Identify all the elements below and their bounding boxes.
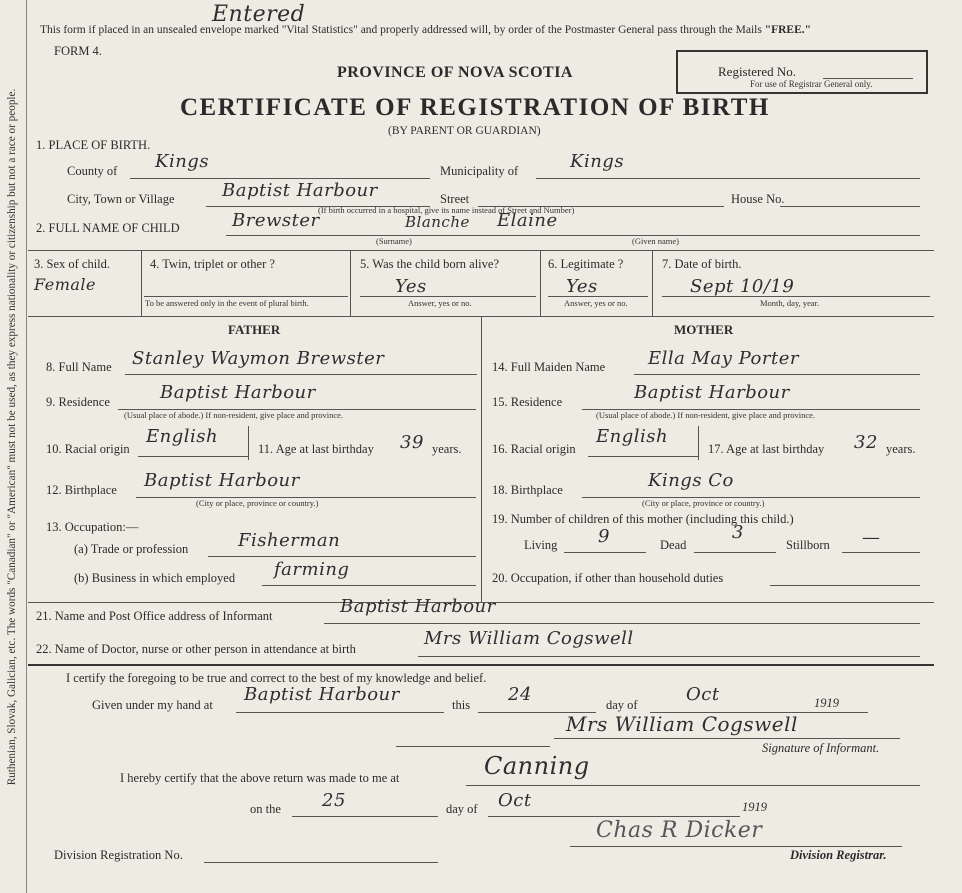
trade-label: (a) Trade or profession xyxy=(74,542,189,556)
stillborn-value: — xyxy=(862,527,881,548)
trade-value: Fisherman xyxy=(238,530,341,551)
mother-birthplace-label: 18. Birthplace xyxy=(492,483,563,497)
given-name-note: (Given name) xyxy=(632,236,679,246)
business-line xyxy=(262,585,476,586)
stillborn-label: Stillborn xyxy=(786,538,830,552)
certify-rule xyxy=(28,664,934,666)
father-name-value: Stanley Waymon Brewster xyxy=(132,348,385,369)
grid-divider-3 xyxy=(540,250,541,316)
municipality-label: Municipality of xyxy=(440,164,519,178)
informant-signature: Mrs William Cogswell xyxy=(566,712,798,736)
legitimate-label: 6. Legitimate ? xyxy=(548,257,624,271)
father-occupation-label: 13. Occupation:— xyxy=(46,520,139,534)
legitimate-value: Yes xyxy=(566,276,598,297)
surname-note: (Surname) xyxy=(376,236,412,246)
child-given-name-2: Elaine xyxy=(497,210,558,231)
mother-residence-value: Baptist Harbour xyxy=(634,382,790,403)
form-number: FORM 4. xyxy=(54,44,102,58)
year-value: 1919 xyxy=(814,696,839,710)
division-no-label: Division Registration No. xyxy=(54,848,183,862)
registered-no-note: For use of Registrar General only. xyxy=(750,79,873,89)
mother-racial-line xyxy=(588,456,698,457)
margin-rule xyxy=(26,0,27,893)
given-place-value: Baptist Harbour xyxy=(244,684,400,705)
born-alive-note: Answer, yes or no. xyxy=(408,298,472,308)
date-of-birth-note: Month, day, year. xyxy=(760,298,820,308)
grid-divider-4 xyxy=(652,250,653,316)
registrar-day-value: 25 xyxy=(322,790,346,811)
dead-label: Dead xyxy=(660,538,687,552)
this-label: this xyxy=(452,698,471,712)
father-racial-value: English xyxy=(146,426,219,447)
city-value: Baptist Harbour xyxy=(222,180,378,201)
certify-statement: I certify the foregoing to be true and correct to the best of my knowledge and belief. xyxy=(66,671,487,685)
mother-children-label: 19. Number of children of this mother (including this child.) xyxy=(492,512,794,526)
father-age-years: years. xyxy=(432,442,462,456)
informant-line xyxy=(324,623,920,624)
father-name-label: 8. Full Name xyxy=(46,360,112,374)
child-name-label: 2. FULL NAME OF CHILD xyxy=(36,221,180,235)
division-registrar-label: Division Registrar. xyxy=(790,848,887,862)
father-age-value: 39 xyxy=(400,432,424,453)
living-line xyxy=(564,552,646,553)
mother-age-years: years. xyxy=(886,442,916,456)
mother-birthplace-value: Kings Co xyxy=(648,470,734,491)
page-title: CERTIFICATE OF REGISTRATION OF BIRTH xyxy=(180,94,770,121)
mother-residence-note: (Usual place of abode.) If non-resident, give place and province. xyxy=(596,410,816,420)
father-heading: FATHER xyxy=(228,322,281,337)
doctor-label: 22. Name of Doctor, nurse or other person in attendance at birth xyxy=(36,642,356,656)
twin-label: 4. Twin, triplet or other ? xyxy=(150,257,275,271)
place-of-birth-label: 1. PLACE OF BIRTH. xyxy=(36,138,151,152)
informant-signature-label: Signature of Informant. xyxy=(762,741,880,755)
father-age-label: 11. Age at last birthday xyxy=(258,442,374,456)
grid-divider-2 xyxy=(350,250,351,316)
legitimate-note: Answer, yes or no. xyxy=(564,298,628,308)
registrar-month-line xyxy=(488,816,740,817)
mother-age-label: 17. Age at last birthday xyxy=(708,442,825,456)
mother-occupation-label: 20. Occupation, if other than household duties xyxy=(492,571,724,585)
living-value: 9 xyxy=(598,526,610,547)
side-instruction-text: Ruthenian, Slovak, Galician, etc. The words "Canadian" or "American" must not be used, as they express nationality or citizenship but not a race or people. xyxy=(6,88,18,786)
mother-age-value: 32 xyxy=(854,432,878,453)
given-place-line xyxy=(236,712,444,713)
grid-divider-1 xyxy=(141,250,142,316)
registrar-signature: Chas R Dicker xyxy=(596,818,763,843)
father-racial-line xyxy=(138,456,248,457)
child-surname: Brewster xyxy=(232,210,320,231)
mail-notice xyxy=(40,24,811,36)
business-label: (b) Business in which employed xyxy=(74,571,236,585)
mother-residence-label: 15. Residence xyxy=(492,395,563,409)
mother-occupation-line xyxy=(770,585,920,586)
registered-no-box xyxy=(676,50,928,94)
doctor-line xyxy=(418,656,920,657)
informant-value: Baptist Harbour xyxy=(340,596,496,617)
father-residence-note: (Usual place of abode.) If non-resident, give place and province. xyxy=(124,410,344,420)
sex-label: 3. Sex of child. xyxy=(34,257,111,271)
father-birthplace-label: 12. Birthplace xyxy=(46,483,117,497)
parents-divider xyxy=(481,316,482,602)
day-value: 24 xyxy=(508,684,532,705)
father-racial-divider xyxy=(248,426,249,460)
registrar-place-value: Canning xyxy=(484,752,590,780)
province-heading: PROVINCE OF NOVA SCOTIA xyxy=(337,64,573,81)
registrar-month-value: Oct xyxy=(498,790,532,811)
father-name-line xyxy=(125,374,477,375)
date-of-birth-value: Sept 10/19 xyxy=(690,276,795,297)
county-line xyxy=(130,178,430,179)
registered-no-label: Registered No. xyxy=(718,64,796,79)
registrar-statement: I hereby certify that the above return was made to me at xyxy=(120,771,400,785)
father-racial-label: 10. Racial origin xyxy=(46,442,130,456)
stillborn-line xyxy=(842,552,920,553)
twin-line xyxy=(144,296,348,297)
dead-value: 3 xyxy=(732,522,744,543)
registrar-place-line xyxy=(466,785,920,786)
business-value: farming xyxy=(274,559,350,580)
registrar-year-value: 1919 xyxy=(742,800,767,814)
mail-notice-text: This form if placed in an unsealed envelope marked "Vital Statistics" and properly addressed will, by order of the Postmaster General pass through the Mails xyxy=(40,24,762,36)
municipality-value: Kings xyxy=(570,151,625,172)
mother-racial-divider xyxy=(698,426,699,460)
father-birthplace-note: (City or place, province or country.) xyxy=(196,498,319,508)
father-residence-value: Baptist Harbour xyxy=(160,382,316,403)
informant-label: 21. Name and Post Office address of Informant xyxy=(36,609,273,623)
date-of-birth-line xyxy=(662,296,930,297)
registrar-signature-line xyxy=(570,846,902,847)
given-under-label: Given under my hand at xyxy=(92,698,213,712)
date-of-birth-label: 7. Date of birth. xyxy=(662,257,742,271)
house-no-line xyxy=(780,206,920,207)
born-alive-value: Yes xyxy=(395,276,427,297)
born-alive-label: 5. Was the child born alive? xyxy=(360,257,500,271)
mail-notice-free: "FREE." xyxy=(764,24,812,36)
on-the-label: on the xyxy=(250,802,281,816)
registrar-day-of-label: day of xyxy=(446,802,478,816)
hospital-note: (If birth occurred in a hospital, give its name instead of Street and Number) xyxy=(318,205,575,215)
mother-name-value: Ella May Porter xyxy=(648,348,799,369)
legitimate-line xyxy=(548,296,648,297)
mother-name-label: 14. Full Maiden Name xyxy=(492,360,606,374)
county-label: County of xyxy=(67,164,118,178)
child-name-line xyxy=(226,235,920,236)
sex-value: Female xyxy=(34,275,96,294)
father-residence-label: 9. Residence xyxy=(46,395,110,409)
mother-racial-label: 16. Racial origin xyxy=(492,442,576,456)
city-label: City, Town or Village xyxy=(67,192,175,206)
mother-name-line xyxy=(634,374,920,375)
father-birthplace-value: Baptist Harbour xyxy=(144,470,300,491)
street-label: Street xyxy=(440,192,470,206)
mother-heading: MOTHER xyxy=(674,322,734,337)
registrar-day-line xyxy=(292,816,438,817)
grid-top-rule xyxy=(28,250,934,251)
informant-signature-line xyxy=(554,738,900,739)
trade-line xyxy=(208,556,476,557)
child-given-name-1: Blanche xyxy=(405,213,470,231)
house-no-label: House No. xyxy=(731,192,785,206)
mother-racial-value: English xyxy=(596,426,669,447)
dead-line xyxy=(694,552,776,553)
mother-birthplace-note: (City or place, province or country.) xyxy=(642,498,765,508)
day-of-label: day of xyxy=(606,698,638,712)
born-alive-line xyxy=(360,296,536,297)
twin-note: To be answered only in the event of plural birth. xyxy=(145,298,309,308)
page-subtitle: (BY PARENT OR GUARDIAN) xyxy=(388,125,541,137)
month-value: Oct xyxy=(686,684,720,705)
signature-divider xyxy=(396,746,550,747)
division-no-line xyxy=(204,862,438,863)
entered-stamp: Entered xyxy=(212,2,306,27)
municipality-line xyxy=(536,178,920,179)
living-label: Living xyxy=(524,538,558,552)
county-value: Kings xyxy=(155,151,210,172)
doctor-value: Mrs William Cogswell xyxy=(424,628,634,649)
